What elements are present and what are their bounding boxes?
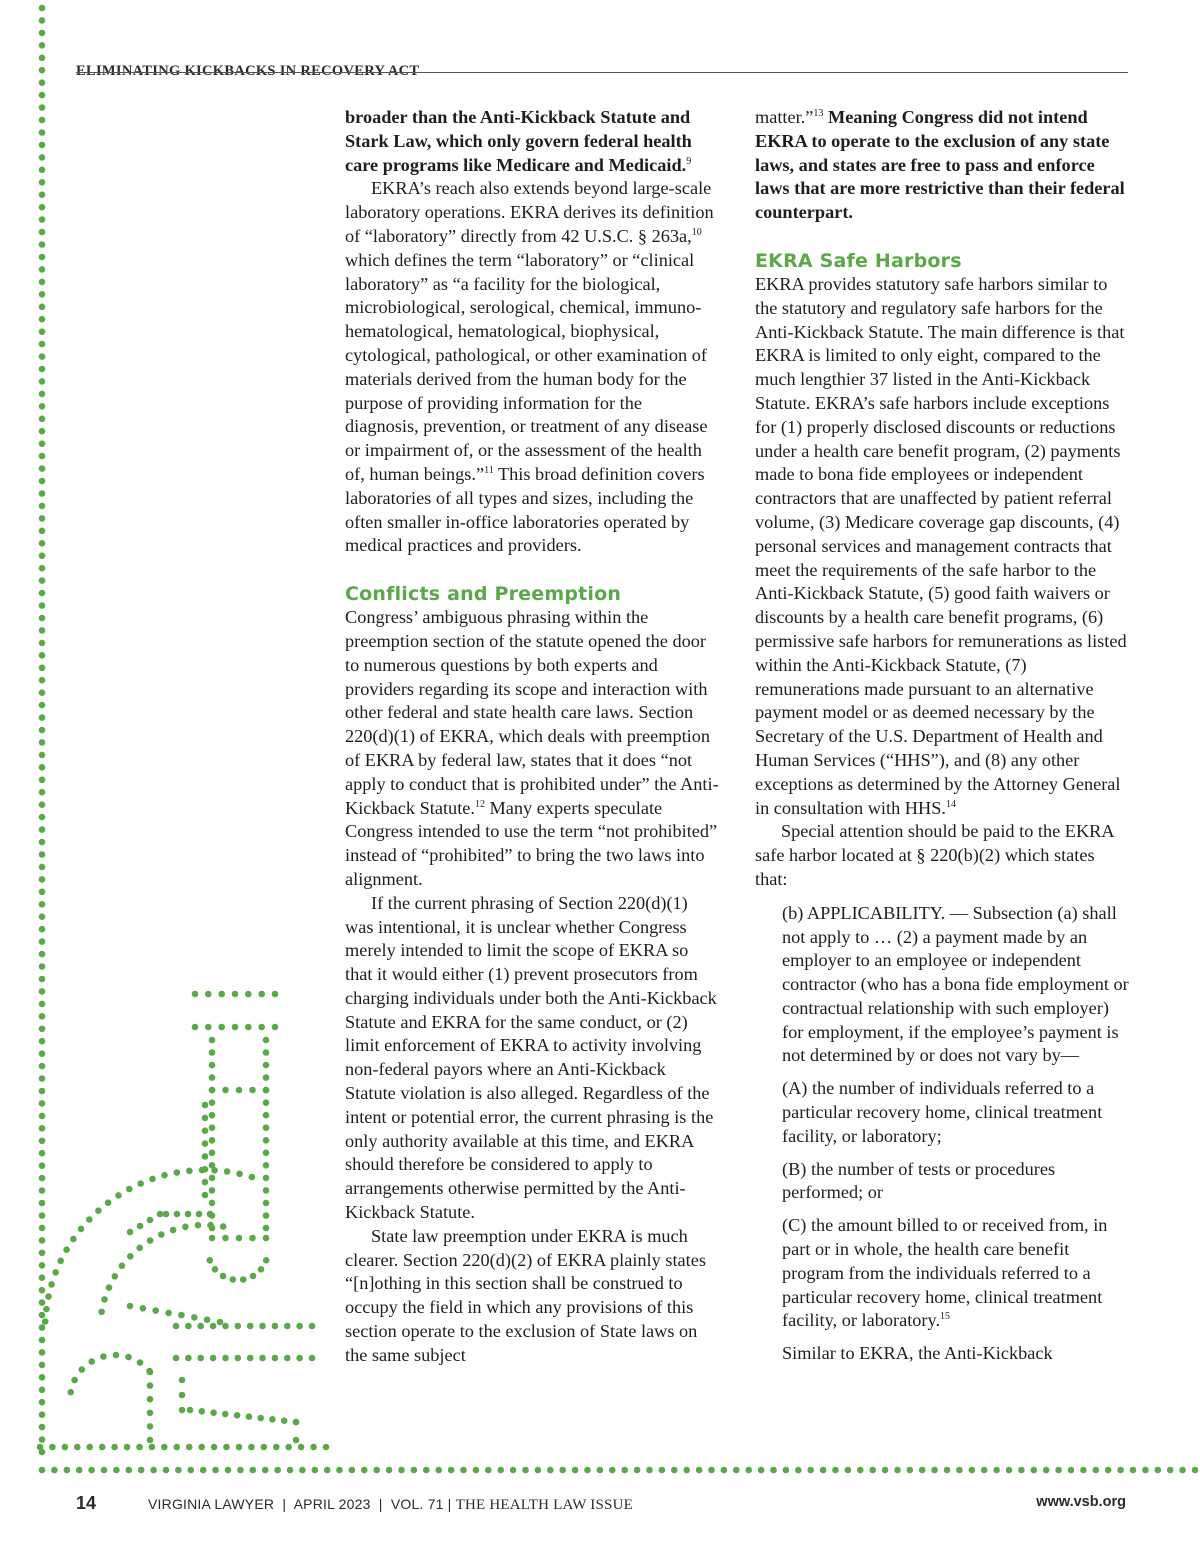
website-link[interactable]: www.vsb.org: [1036, 1494, 1126, 1510]
paragraph: matter.”$^{13}$ Meaning Congress did not intend EKRA to operate to the exclusion of any state laws, and states are free to pass and enforce laws that are more restrictive than their federal counterpart.: [755, 107, 1125, 223]
quote-tail: [782, 1342, 1130, 1366]
footnote-ref: 15: [940, 1311, 951, 1323]
header-rule: [76, 72, 1128, 73]
running-head: ELIMINATING KICKBACKS IN RECOVERY ACT: [76, 63, 425, 80]
footnote-ref: 11: [484, 464, 494, 476]
paragraph: broader than the Anti-Kickback Statute and Stark Law, which only govern federal health care programs like Medicare and Medicaid.$^9$: [345, 107, 692, 175]
quote-item-c: (C) the amount billed to or received from, in part or in whole, the health care benefit program from the individuals referred to a particular recovery home, clinical treatment facility, or laboratory.$^{15}$: [782, 1215, 1108, 1331]
issue-date: APRIL 2023: [293, 1496, 371, 1512]
separator: |: [447, 1496, 456, 1512]
paragraph: If the current phrasing of Section 220(d)(1) was intentional, it is unclear whether Congress merely intended to limit the scope of EKRA so that it would either (1) prevent prosecutors from charging individuals under both the Anti-Kickback Statute and EKRA for the same conduct, or (2) limit enforcement of EKRA to activity involving non-federal payors where an Anti-Kickback Statute violation is also alleged. Regardless of the intent or potential error, the current phrasing is the only authority available at this time, and EKRA should therefore be considered to apply to arrangements otherwise permitted by the Anti-Kickback Statute.: [345, 892, 717, 1223]
footnote-ref: 12: [474, 798, 485, 810]
footnote-ref: 13: [813, 108, 824, 119]
right-column: [755, 106, 1130, 1366]
section-heading-safe-harbors: EKRA Safe Harbors: [755, 249, 962, 272]
section-heading-conflicts: Conflicts and Preemption: [345, 583, 622, 606]
paragraph: EKRA provides statutory safe harbors similar to the statutory and regulatory safe harbors for the Anti-Kickback Statute. The main difference is that EKRA is limited to only eight, compared to the much lengthier 37 listed in the Anti-Kickback Statute. EKRA’s safe harbors include exceptions for (1) properly disclosed discounts or reductions under a health care benefit program, (2) payments made to bona fide employees or independent contractors that are unaffected by patient referral volume, (3) Medicare coverage gap discounts, (4) personal services and management contracts that meet the requirements of the safe harbor to the Anti-Kickback Statute, (5) good faith waivers or discounts by a health care benefit programs, (6) permissive safe harbors for remunerations as listed within the Anti-Kickback Statute, (7) remunerations made pursuant to an alternative payment model or as deemed necessary by the Secretary of the U.S. Department of Health and Human Services (“HHS”), and (8) any other exceptions as determined by the Attorney General in consultation with HHS.$^{14}$: [755, 273, 1127, 818]
paragraph: Congress’ ambiguous phrasing within the preemption section of the statute opened the door to numerous questions by both experts and providers regarding its scope and interaction with other federal and state health care laws. Section 220(d)(1) of EKRA, which deals with preemption of EKRA by federal law, states that it does “not apply to conduct that is prohibited under” the Anti-Kickback Statute.$^{12}$ Many experts speculate Congress intended to use the term “not prohibited” instead of “prohibited” to bring the two laws into alignment.: [345, 607, 719, 889]
quote-item-b: (B) the number of tests or procedures performed; or: [782, 1158, 1056, 1203]
statute-quote: [782, 902, 1130, 1334]
footnote-ref: 10: [691, 226, 702, 238]
paragraph: EKRA’s reach also extends beyond large-scale laboratory operations. EKRA derives its definition of “laboratory” directly from 42 U.S.C. § 263a,$^{10}$ which defines the term “laboratory” or “clinical laboratory” as “a facility for the biological, microbiological, serological, chemical, immuno-hematological, hematological, biophysical, cytological, pathological, or other examination of materials derived from the human body for the purpose of providing information for the diagnosis, prevention, or treatment of any disease or impairment of, or the assessment of the health of, human beings.”$^{11}$ This broad definition covers laboratories of all types and sizes, including the often smaller in-office laboratories operated by medical practices and providers.: [345, 178, 714, 556]
quote-paragraph: (b) APPLICABILITY. — Subsection (a) shall not apply to … (2) a payment made by an employer to an employee or independent contractor (who has a bona fide employment or contractual relationship with such employer) for employment, if the employee’s payment is not determined by or does not vary by—: [782, 902, 1129, 1066]
issue-title: THE HEALTH LAW ISSUE: [455, 1497, 633, 1513]
footnote-ref: 9: [686, 155, 692, 167]
volume: VOL. 71: [390, 1496, 444, 1512]
publication-info: [148, 1496, 633, 1514]
magazine-name: VIRGINIA LAWYER: [148, 1496, 275, 1512]
left-column: [345, 106, 720, 1368]
quote-item-a: (A) the number of individuals referred to a particular recovery home, clinical treatment facility, or laboratory;: [782, 1078, 1103, 1146]
page-number: 14: [76, 1493, 97, 1513]
footnote-ref: 14: [945, 798, 956, 810]
separator: |: [278, 1496, 294, 1512]
separator: |: [374, 1496, 391, 1512]
paragraph: Similar to EKRA, the Anti-Kickback: [782, 1343, 1053, 1364]
paragraph: Special attention should be paid to the EKRA safe harbor located at § 220(b)(2) which states that:: [755, 821, 1114, 889]
paragraph: State law preemption under EKRA is much clearer. Section 220(d)(2) of EKRA plainly states “[n]othing in this section shall be construed to occupy the field in which any provisions of this section operate to the exclusion of State laws on the same subject: [345, 1225, 706, 1365]
